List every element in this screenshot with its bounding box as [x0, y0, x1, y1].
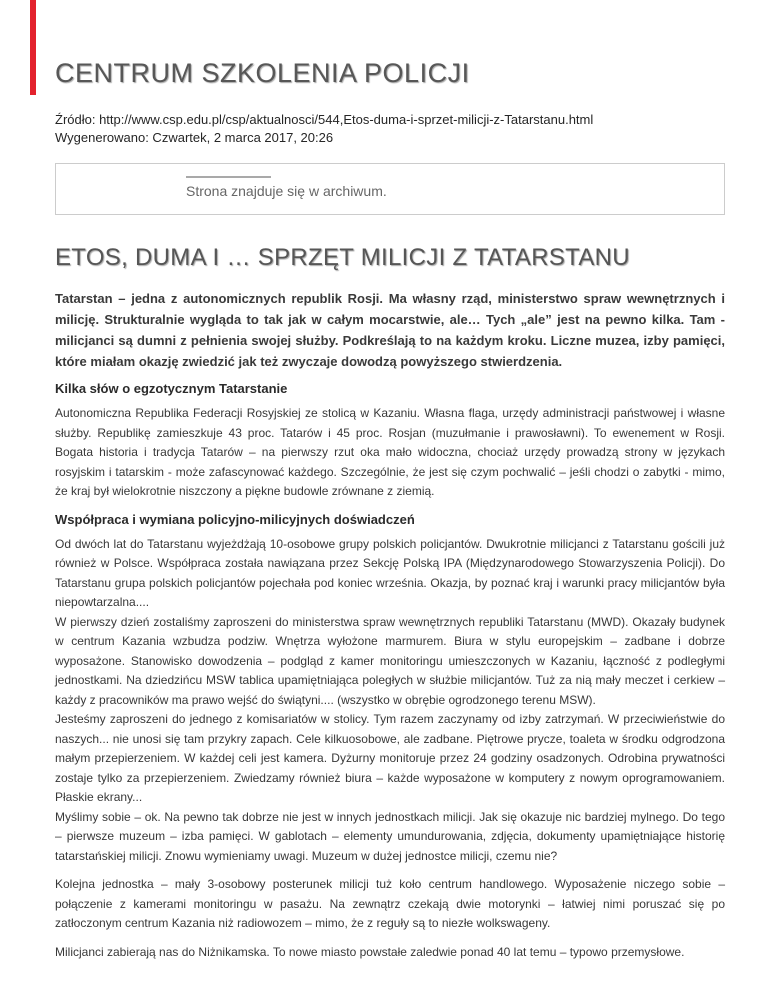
- paragraph-about-tatarstan: Autonomiczna Republika Federacji Rosyjskiej ze stolicą w Kazaniu. Własna flaga, urzędy administracji państwowej i własne służby. Republikę zamieszkuje 43 proc. Tatarów i 45 proc. Rosjan (muzułmanie i prawosławni). To ewenement w Rosji. Bogata historia i tradycja Tatarów – na pierwszy rzut oka mało widoczna, chociaż urzędy prowadzą strony w językach rosyjskim i tatarskim - może zafascynować każdego. Szczególnie, że jest się czym pochwalić – jeśli chodzi o zabytki - mimo, że kraj był wielokrotnie niszczony a piękne budowle zrównane z ziemią.: [55, 406, 725, 498]
- section-heading-tatarstan: Kilka słów o egzotycznym Tatarstanie: [55, 381, 288, 396]
- paragraph-nizhnekamsk: Milicjanci zabierają nas do Niżnikamska. To nowe miasto powstałe zaledwie ponad 40 lat temu – typowo przemysłowe.: [55, 944, 685, 959]
- article-lead: Tatarstan – jedna z autonomicznych republik Rosji. Ma własny rząd, ministerstwo spraw wewnętrznych i milicję. Strukturalnie wygląda to tak jak w całym mocarstwie, ale… Tych „ale” jest na pewno kilka. Tam - milicjanci są dumni z pełnienia swojej służby. Podkreślają to na każdym kroku. Liczne muzea, izby pamięci, które miałam okazję zwiedzić jak też zwyczaje dowodzą powyższego stwierdzenia.: [55, 291, 725, 369]
- paragraph-police-station: Jesteśmy zaproszeni do jednego z komisariatów w stolicy. Tym razem zaczynamy od izby zatrzymań. W przeciwieństwie do naszych... nie unosi się tam przykry zapach. Cele kilkuosobowe, ale zadbane. Piętrowe prycze, toaleta w środku odgrodzona małym przepierzeniem. W każdej celi jest kamera. Dyżurny monitoruje przez 24 godziny osadzonych. Odrobina prywatności zostaje tylko za przepierzeniem. Zwiedzamy również biura – każde wyposażone w komputery z nowym oprogramowaniem. Płaskie ekrany...: [55, 712, 725, 804]
- red-accent-bar: [30, 0, 36, 95]
- paragraph-cooperation: Od dwóch lat do Tatarstanu wyjeżdżają 10-osobowe grupy polskich policjantów. Dwukrotnie milicjanci z Tatarstanu gościli już również w Polsce. Współpraca została nawiązana przez Sekcję Polską IPA (Międzynarodowego Stowarzyszenia Policji). Do Tatarstanu grupa polskich policjantów pojechała pod koniec września. Okazja, by poznać kraj i warunki pracy milicjantów była niepowtarzalna....: [55, 536, 725, 609]
- paragraph-small-post: Kolejna jednostka – mały 3-osobowy posterunek milicji tuż koło centrum handlowego. Wyposażenie niczego sobie – połączenie z kamerami monitoringu w pasażu. Na zewnątrz czekają dwie motorynki – łatwiej nimi poruszać się po zatłoczonym centrum Kazania niż radiowozem – mimo, że z reguły są to niezłe wolkswageny.: [55, 877, 725, 930]
- site-title: CENTRUM SZKOLENIA POLICJI: [55, 58, 470, 88]
- article-title: ETOS, DUMA I … SPRZĘT MILICJI Z TATARSTANU: [55, 244, 630, 271]
- paragraph-museum: Myślimy sobie – ok. Na pewno tak dobrze nie jest w innych jednostkach milicji. Jak się okazuje nic bardziej mylnego. Do tego – pierwsze muzeum – izba pamięci. W gablotach – elementy umundurowania, zdjęcia, dokumenty upamiętniające historię tatarstańskiej milicji. Znowu wymieniamy uwagi. Muzeum w dużej jednostce milicji, czemu nie?: [55, 809, 725, 863]
- paragraph-mwd-visit: W pierwszy dzień zostaliśmy zaproszeni do ministerstwa spraw wewnętrznych republiki Tatarstanu (MWD). Okazały budynek w centrum Kazania wzbudza podziw. Wnętrza wyłożone marmurem. Biura w stylu europejskim – zadbane i dobrze wyposażone. Stanowisko dowodzenia – podgląd z kamer monitoringu umieszczonych w Kazaniu, łączność z podległymi jednostkami. Na dziedzińcu MSW tablica upamiętniająca poległych w służbie milicjantów. Tuż za nią mały meczet i cerkiew – każdy z pracowników ma prawo wejść do świątyni.... (wszystko w obrębie ogrodzonego terenu MSW).: [55, 614, 725, 707]
- generated-line: Wygenerowano: Czwartek, 2 marca 2017, 20:26: [55, 130, 334, 145]
- archive-notice: [55, 163, 725, 215]
- archive-rule-divider: [186, 176, 271, 178]
- cooperation-text-block: [55, 535, 725, 867]
- section-heading-cooperation: Współpraca i wymiana policyjno-milicyjnych doświadczeń: [55, 511, 415, 527]
- archive-notice-text: Strona znajduje się w archiwum.: [186, 183, 387, 199]
- source-line: Źródło: http://www.csp.edu.pl/csp/aktualnosci/544,Etos-duma-i-sprzet-milicji-z-Tatarstanu.html: [55, 112, 594, 127]
